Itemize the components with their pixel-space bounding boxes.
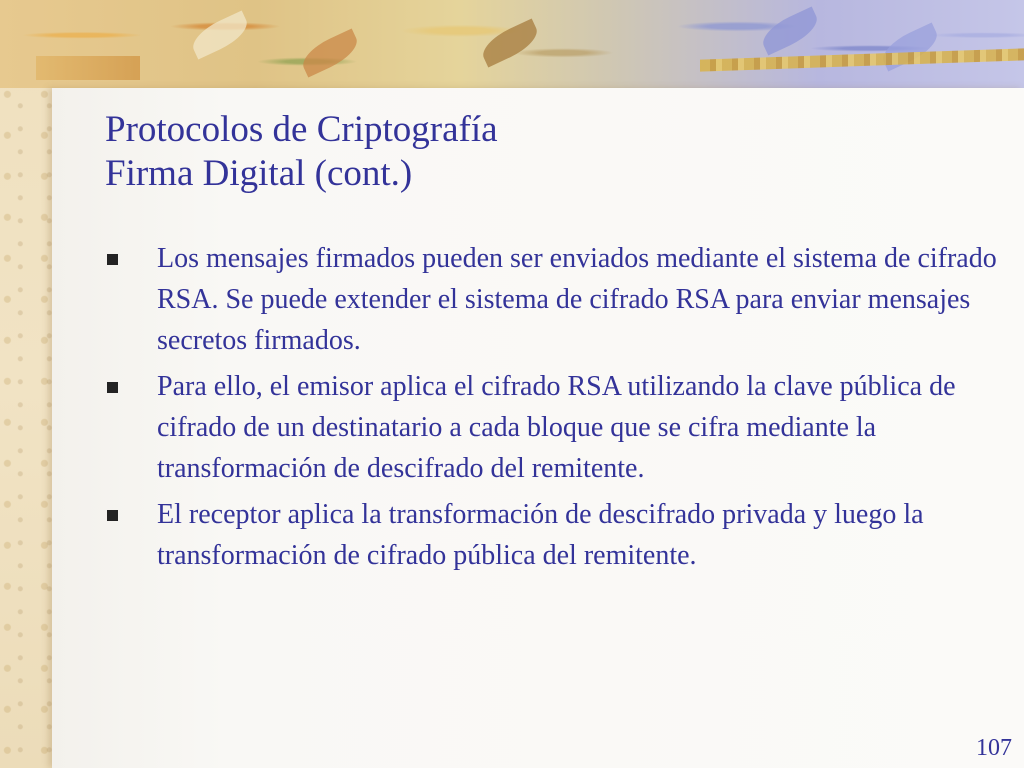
bullet-text: El receptor aplica la transformación de descifrado privada y luego la transformación de cifrado pública del remitente.: [157, 499, 924, 571]
leaf-decoration: [757, 7, 822, 56]
square-bullet-icon: [107, 254, 118, 265]
title-line-1: Protocolos de Criptografía: [105, 109, 498, 150]
decorative-banner: [0, 0, 1024, 88]
leaf-decoration: [477, 19, 542, 68]
bullet-list: [100, 238, 1000, 581]
bullet-text: Para ello, el emisor aplica el cifrado RSA utilizando la clave pública de cifrado de un destinatario a cada bloque que se cifra mediante la transformación de descifrado del remitente.: [157, 371, 956, 484]
title-line-2: Firma Digital (cont.): [105, 153, 413, 194]
leaf-decoration: [297, 29, 362, 78]
banner-stripe: [700, 48, 1024, 71]
square-bullet-icon: [107, 510, 118, 521]
page-number: 107: [976, 735, 1012, 761]
leaf-decoration: [187, 11, 252, 60]
slide-title: [105, 108, 985, 196]
bullet-item: [100, 366, 1000, 489]
bullet-text: Los mensajes firmados pueden ser enviados mediante el sistema de cifrado RSA. Se puede extender el sistema de cifrado RSA para enviar mensajes secretos firmados.: [157, 243, 997, 356]
bullet-item: [100, 238, 1000, 361]
square-bullet-icon: [107, 382, 118, 393]
banner-strip: [36, 56, 140, 80]
bullet-item: [100, 494, 1000, 576]
